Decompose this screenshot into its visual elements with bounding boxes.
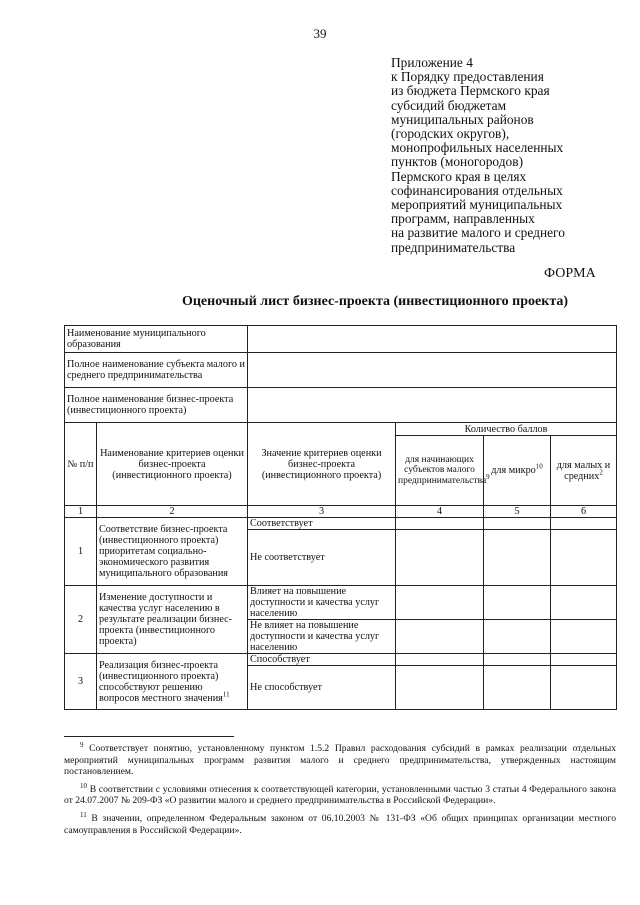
info-value-field[interactable] — [248, 326, 617, 353]
score-cell[interactable] — [551, 586, 617, 620]
score-cell[interactable] — [551, 620, 617, 654]
appendix-line: мероприятий муниципальных — [391, 197, 563, 213]
footnote-ref: 10 — [535, 462, 543, 471]
score-cell[interactable] — [396, 654, 484, 666]
column-number: 5 — [484, 506, 551, 518]
document-title-text: Оценочный лист бизнес-проекта (инвестиционного проекта) — [181, 294, 569, 309]
score-cell[interactable] — [551, 666, 617, 710]
row-number: 1 — [65, 518, 97, 586]
appendix-line: субсидий бюджетам — [391, 97, 507, 113]
appendix-line: софинансирования отдельных — [391, 182, 563, 198]
row-number: 3 — [65, 654, 97, 710]
appendix-header — [391, 56, 631, 255]
header-score-sm — [551, 436, 617, 506]
info-label: Полное наименование субъекта малого и среднего предпринимательства — [65, 353, 248, 388]
score-cell[interactable] — [396, 530, 484, 586]
footnote-text: В значении, определенном Федеральным законом от 06.10.2003 № 131-ФЗ «Об общих принципах организации местного самоуправления в Российской Федерации». — [64, 812, 616, 836]
column-number: 4 — [396, 506, 484, 518]
criterion-value: Соответствует — [248, 518, 396, 530]
appendix-line: монопрофильных населенных — [391, 140, 564, 156]
criterion-value: Способствует — [248, 654, 396, 666]
header-score-sm-text: для малых и средних — [556, 459, 611, 482]
score-cell[interactable] — [484, 586, 551, 620]
appendix-line: Пермского края в целях — [391, 168, 527, 184]
document-title — [0, 294, 640, 310]
criterion-value: Не соответствует — [248, 530, 396, 586]
score-cell[interactable] — [484, 530, 551, 586]
row-number: 2 — [65, 586, 97, 654]
header-score-micro — [484, 436, 551, 506]
score-cell[interactable] — [484, 666, 551, 710]
table-row — [65, 654, 617, 666]
header-score-new-text: для начинающих субъектов малого предпринимательства — [398, 454, 487, 486]
score-cell[interactable] — [396, 666, 484, 710]
score-cell[interactable] — [484, 518, 551, 530]
header-criteria-name: Наименование критериев оценки бизнес-проекта (инвестиционного проекта) — [97, 423, 248, 506]
appendix-line: предпринимательства — [391, 239, 516, 255]
header-row — [65, 423, 617, 436]
score-cell[interactable] — [484, 654, 551, 666]
appendix-line: (городских округов), — [391, 126, 510, 142]
score-cell[interactable] — [551, 530, 617, 586]
header-score-micro-text: для микро — [491, 465, 536, 476]
table-row — [65, 586, 617, 620]
score-cell[interactable] — [396, 518, 484, 530]
footnote-text: В соответствии с условиями отнесения к соответствующей категории, установленными частью 3 статьи 4 Федерального закона от 24.07.2007 № 209-ФЗ «О развитии малого и среднего предпринимательства в Российской Федерации». — [64, 783, 616, 807]
info-value-field[interactable] — [248, 353, 617, 388]
page-number: 39 — [313, 26, 327, 41]
footnote-mark: 11 — [80, 810, 87, 819]
footnote-text: Соответствует понятию, установленному пунктом 1.5.2 Правил расходования субсидий в рамках реализации отдельных мероприятий муниципальных программ развития малого и среднего предпринимательства, утвержденных настоящим постановлением. — [64, 743, 616, 778]
criterion-value: Влияет на повышение доступности и качества услуг населению — [248, 586, 396, 620]
appendix-line: Приложение 4 — [391, 55, 473, 70]
info-row-entity — [65, 353, 617, 388]
appendix-line: из бюджета Пермского края — [391, 83, 550, 99]
info-value-field[interactable] — [248, 388, 617, 423]
footnote-item — [64, 810, 616, 836]
criterion-name-text: Реализация бизнес-проекта (инвестиционного проекта) способствуют решению вопросов местного значения — [99, 659, 223, 704]
footnote-ref: 9 — [486, 472, 490, 481]
form-label: ФОРМА — [544, 266, 596, 281]
info-label: Наименование муниципального образования — [65, 326, 248, 353]
footnote-ref: 2 — [599, 468, 603, 477]
score-cell[interactable] — [551, 518, 617, 530]
score-cell[interactable] — [396, 620, 484, 654]
appendix-line: муниципальных районов — [391, 111, 534, 127]
table-row — [65, 518, 617, 530]
column-number: 2 — [97, 506, 248, 518]
info-row-project — [65, 388, 617, 423]
footnotes — [64, 740, 616, 842]
header-score: Количество баллов — [396, 423, 617, 436]
score-cell[interactable] — [484, 620, 551, 654]
footnote-ref: 11 — [222, 690, 230, 699]
column-numbers-row — [65, 506, 617, 518]
appendix-line: программ, направленных — [391, 211, 535, 227]
header-num: № п/п — [65, 423, 97, 506]
column-number: 3 — [248, 506, 396, 518]
appendix-line: к Порядку предоставления — [391, 69, 544, 85]
info-label: Полное наименование бизнес-проекта (инвестиционного проекта) — [65, 388, 248, 423]
criterion-value: Не влияет на повышение доступности и качества услуг населению — [248, 620, 396, 654]
criterion-name — [97, 654, 248, 710]
header-score-new — [396, 436, 490, 506]
column-number: 1 — [65, 506, 97, 518]
criterion-name: Изменение доступности и качества услуг населению в результате реализации бизнес-проекта (инвестиционного проекта) — [97, 586, 248, 654]
footnote-mark: 9 — [80, 740, 84, 749]
score-cell[interactable] — [551, 654, 617, 666]
criterion-name: Соответствие бизнес-проекта (инвестиционного проекта) приоритетам социально-экономического развития муниципального образования — [97, 518, 248, 586]
score-cell[interactable] — [396, 586, 484, 620]
evaluation-table — [64, 325, 617, 710]
footnote-item — [64, 781, 616, 807]
header-criteria-value: Значение критериев оценки бизнес-проекта (инвестиционного проекта) — [248, 423, 396, 506]
appendix-line: пунктов (моногородов) — [391, 154, 524, 170]
footnote-item — [64, 740, 616, 778]
criterion-value: Не способствует — [248, 666, 396, 710]
appendix-line: на развитие малого и среднего — [391, 225, 565, 241]
footnote-mark: 10 — [80, 781, 87, 790]
footnote-divider — [64, 736, 234, 737]
column-number: 6 — [551, 506, 617, 518]
info-row-municipality — [65, 326, 617, 353]
